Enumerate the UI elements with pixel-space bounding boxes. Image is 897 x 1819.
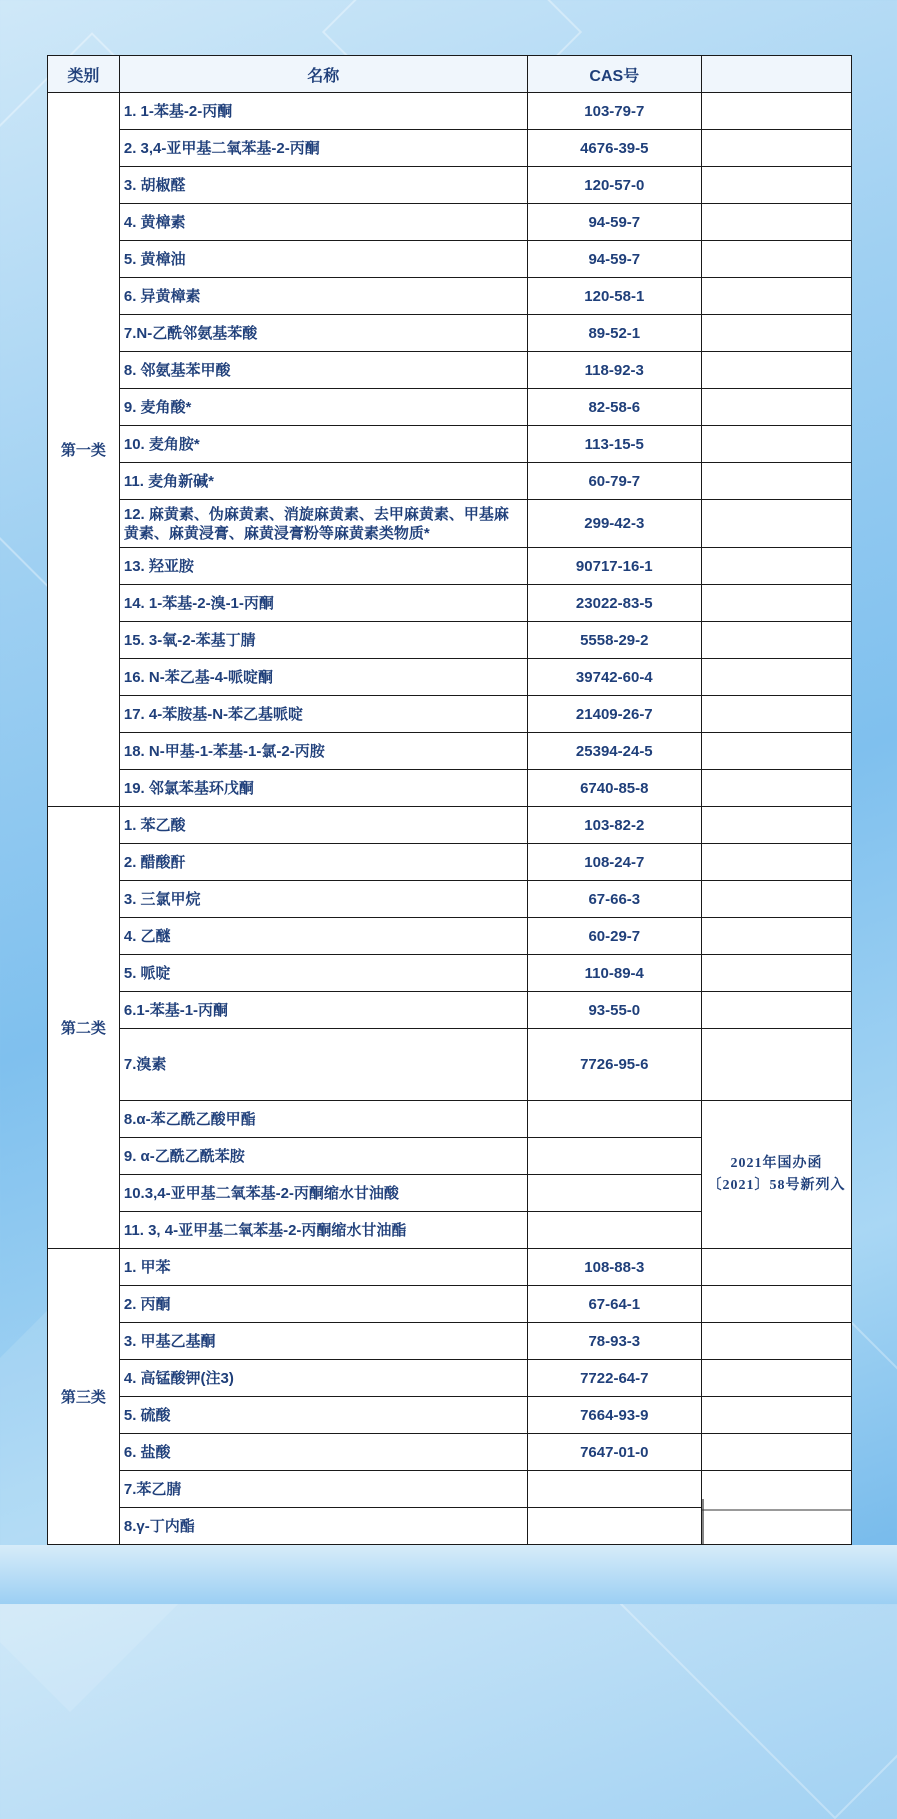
table-row	[48, 548, 852, 585]
table-row	[48, 881, 852, 918]
chemical-name: 16. N-苯乙基-4-哌啶酮	[119, 659, 527, 696]
cas-number: 39742-60-4	[527, 659, 702, 696]
remark-cell	[702, 733, 852, 770]
chemical-name: 7.N-乙酰邻氨基苯酸	[119, 315, 527, 352]
sketch-mark	[702, 1509, 851, 1511]
chemical-name: 2. 醋酸酐	[119, 844, 527, 881]
remark-cell	[702, 315, 852, 352]
chemical-name: 11. 3, 4-亚甲基二氧苯基-2-丙酮缩水甘油酯	[119, 1212, 527, 1249]
remark-cell	[702, 696, 852, 733]
cas-number: 7726-95-6	[527, 1029, 702, 1101]
chemical-name: 1. 1-苯基-2-丙酮	[119, 93, 527, 130]
table-row	[48, 1249, 852, 1286]
remark-cell	[702, 992, 852, 1029]
sketch-mark	[702, 1499, 704, 1544]
table-header-row	[48, 56, 852, 93]
category-cell: 第三类	[48, 1249, 120, 1545]
cas-number: 7722-64-7	[527, 1360, 702, 1397]
cas-number: 120-58-1	[527, 278, 702, 315]
remark-cell	[702, 1323, 852, 1360]
cas-number: 7664-93-9	[527, 1397, 702, 1434]
remark-cell	[702, 1397, 852, 1434]
remark-cell	[702, 881, 852, 918]
table-row	[48, 733, 852, 770]
table-row	[48, 659, 852, 696]
remark-cell	[702, 918, 852, 955]
chemical-name: 1. 苯乙酸	[119, 807, 527, 844]
header-remark	[702, 56, 852, 93]
chemical-name: 14. 1-苯基-2-溴-1-丙酮	[119, 585, 527, 622]
chemical-name: 5. 黄樟油	[119, 241, 527, 278]
table-row	[48, 770, 852, 807]
chemical-name: 2. 3,4-亚甲基二氧苯基-2-丙酮	[119, 130, 527, 167]
table-row	[48, 955, 852, 992]
table-row	[48, 1471, 852, 1508]
cas-number: 110-89-4	[527, 955, 702, 992]
remark-cell	[702, 93, 852, 130]
cas-number: 4676-39-5	[527, 130, 702, 167]
table-row	[48, 807, 852, 844]
remark-cell	[702, 167, 852, 204]
chemical-name: 12. 麻黄素、伪麻黄素、消旋麻黄素、去甲麻黄素、甲基麻黄素、麻黄浸膏、麻黄浸膏粉等麻黄素类物质*	[119, 500, 527, 548]
chemical-name: 5. 哌啶	[119, 955, 527, 992]
table-row	[48, 241, 852, 278]
chemical-name: 3. 胡椒醛	[119, 167, 527, 204]
cas-number: 82-58-6	[527, 389, 702, 426]
remark-cell	[702, 770, 852, 807]
remark-cell	[702, 844, 852, 881]
remark-cell	[702, 807, 852, 844]
chemical-name: 6.1-苯基-1-丙酮	[119, 992, 527, 1029]
remark-cell	[702, 500, 852, 548]
table-row	[48, 1434, 852, 1471]
chemical-name: 8.γ-丁内酯	[119, 1508, 527, 1545]
cas-number: 103-79-7	[527, 93, 702, 130]
cas-number	[527, 1138, 702, 1175]
table-row	[48, 918, 852, 955]
cas-number: 21409-26-7	[527, 696, 702, 733]
chemical-name: 4. 高锰酸钾(注3)	[119, 1360, 527, 1397]
chemical-name: 11. 麦角新碱*	[119, 463, 527, 500]
table-row	[48, 1323, 852, 1360]
remark-cell	[702, 463, 852, 500]
chemical-name: 3. 甲基乙基酮	[119, 1323, 527, 1360]
cas-number: 90717-16-1	[527, 548, 702, 585]
cas-number: 67-66-3	[527, 881, 702, 918]
table-row	[48, 500, 852, 548]
chemical-name: 13. 羟亚胺	[119, 548, 527, 585]
table-row	[48, 352, 852, 389]
table-row	[48, 389, 852, 426]
remark-cell	[702, 659, 852, 696]
cas-number: 6740-85-8	[527, 770, 702, 807]
table-row	[48, 426, 852, 463]
remark-cell	[702, 1286, 852, 1323]
chemical-name: 10.3,4-亚甲基二氧苯基-2-丙酮缩水甘油酸	[119, 1175, 527, 1212]
chemical-name: 9. 麦角酸*	[119, 389, 527, 426]
table-row	[48, 315, 852, 352]
table-row	[48, 278, 852, 315]
cas-number: 7647-01-0	[527, 1434, 702, 1471]
chemical-name: 4. 黄樟素	[119, 204, 527, 241]
table-row	[48, 130, 852, 167]
precursor-chemicals-table	[47, 55, 852, 1545]
chemical-name: 19. 邻氯苯基环戊酮	[119, 770, 527, 807]
cas-number: 120-57-0	[527, 167, 702, 204]
cas-number: 108-24-7	[527, 844, 702, 881]
chemical-name: 5. 硫酸	[119, 1397, 527, 1434]
table-row	[48, 204, 852, 241]
table-row	[48, 696, 852, 733]
chemical-name: 18. N-甲基-1-苯基-1-氯-2-丙胺	[119, 733, 527, 770]
table-row	[48, 1286, 852, 1323]
remark-cell	[702, 204, 852, 241]
cas-number	[527, 1101, 702, 1138]
cas-number	[527, 1175, 702, 1212]
cas-number: 108-88-3	[527, 1249, 702, 1286]
cas-number: 113-15-5	[527, 426, 702, 463]
cas-number	[527, 1212, 702, 1249]
chemical-name: 17. 4-苯胺基-N-苯乙基哌啶	[119, 696, 527, 733]
remark-cell	[702, 426, 852, 463]
background-bottom-band	[0, 1545, 897, 1604]
cas-number: 94-59-7	[527, 241, 702, 278]
chemical-name: 8. 邻氨基苯甲酸	[119, 352, 527, 389]
remark-cell	[702, 278, 852, 315]
remark-cell	[702, 585, 852, 622]
chemical-name: 2. 丙酮	[119, 1286, 527, 1323]
table-row	[48, 1029, 852, 1101]
remark-cell	[702, 389, 852, 426]
chemical-name: 7.溴素	[119, 1029, 527, 1101]
remark-cell	[702, 352, 852, 389]
table-row	[48, 622, 852, 659]
table-row	[48, 1397, 852, 1434]
remark-cell	[702, 622, 852, 659]
cas-number: 5558-29-2	[527, 622, 702, 659]
cas-number: 89-52-1	[527, 315, 702, 352]
remark-cell	[702, 1471, 852, 1545]
chemical-name: 8.α-苯乙酰乙酸甲酯	[119, 1101, 527, 1138]
cas-number: 103-82-2	[527, 807, 702, 844]
cas-number	[527, 1508, 702, 1545]
cas-number: 78-93-3	[527, 1323, 702, 1360]
table-row	[48, 992, 852, 1029]
table-row	[48, 1101, 852, 1138]
table-body	[48, 93, 852, 1545]
cas-number: 94-59-7	[527, 204, 702, 241]
remark-cell	[702, 548, 852, 585]
cas-number: 118-92-3	[527, 352, 702, 389]
chemical-name: 1. 甲苯	[119, 1249, 527, 1286]
chemical-name: 6. 异黄樟素	[119, 278, 527, 315]
remark-cell	[702, 955, 852, 992]
table-row	[48, 844, 852, 881]
cas-number	[527, 1471, 702, 1508]
cas-number: 25394-24-5	[527, 733, 702, 770]
cas-number: 299-42-3	[527, 500, 702, 548]
chemical-name: 10. 麦角胺*	[119, 426, 527, 463]
chemical-name: 6. 盐酸	[119, 1434, 527, 1471]
chemical-name: 7.苯乙腈	[119, 1471, 527, 1508]
remark-cell	[702, 130, 852, 167]
chemical-name: 9. α-乙酰乙酰苯胺	[119, 1138, 527, 1175]
table-row	[48, 585, 852, 622]
remark-cell	[702, 1434, 852, 1471]
category-cell: 第一类	[48, 93, 120, 807]
table-row	[48, 93, 852, 130]
chemical-name: 4. 乙醚	[119, 918, 527, 955]
cas-number: 67-64-1	[527, 1286, 702, 1323]
remark-note: 2021年国办函〔2021〕58号新列入	[702, 1101, 852, 1249]
cas-number: 60-79-7	[527, 463, 702, 500]
header-category: 类别	[48, 56, 120, 93]
cas-number: 60-29-7	[527, 918, 702, 955]
remark-cell	[702, 1249, 852, 1286]
table-row	[48, 463, 852, 500]
table-row	[48, 1360, 852, 1397]
remark-cell	[702, 1360, 852, 1397]
table-row	[48, 167, 852, 204]
category-cell: 第二类	[48, 807, 120, 1249]
cas-number: 93-55-0	[527, 992, 702, 1029]
header-name: 名称	[119, 56, 527, 93]
remark-cell	[702, 1029, 852, 1101]
header-cas: CAS号	[527, 56, 702, 93]
remark-cell	[702, 241, 852, 278]
cas-number: 23022-83-5	[527, 585, 702, 622]
chemical-name: 15. 3-氧-2-苯基丁腈	[119, 622, 527, 659]
chemical-name: 3. 三氯甲烷	[119, 881, 527, 918]
